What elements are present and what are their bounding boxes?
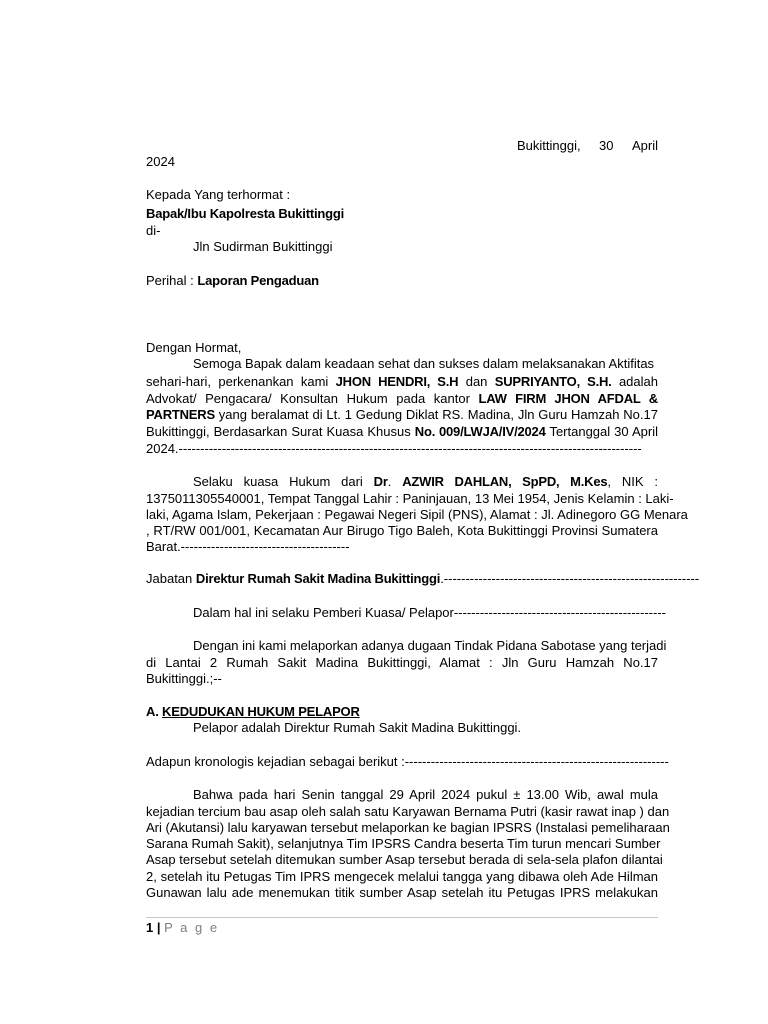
footer-divider: [146, 917, 658, 918]
page-number: 1: [146, 920, 154, 935]
para3-line2: di Lantai 2 Rumah Sakit Madina Bukittinggi, Alamat : Jln Guru Hamzah No.17: [146, 655, 658, 670]
para1-line5: Bukittinggi, Berdasarkan Surat Kuasa Khusus No. 009/LWJA/IV/2024 Tertanggal 30 April: [146, 424, 658, 439]
salutation: Dengan Hormat,: [146, 340, 242, 355]
para1-line6: 2024.-----------------------------------------------------------------------------------------------------------: [146, 441, 642, 456]
client-title: Dr: [373, 474, 388, 489]
subject-label: Perihal :: [146, 273, 194, 288]
section-a-title: KEDUDUKAN HUKUM PELAPOR: [162, 704, 360, 719]
para2-line5: Barat.---------------------------------------: [146, 539, 350, 554]
date-city: Bukittinggi,: [517, 138, 581, 153]
para3-line3: Bukittinggi.;--: [146, 671, 222, 686]
para2-line1: Selaku kuasa Hukum dari Dr. AZWIR DAHLAN, SpPD, M.Kes, NIK :: [193, 474, 658, 489]
recipient-address: Jln Sudirman Bukittinggi: [193, 239, 333, 254]
law-firm-partners: PARTNERS: [146, 407, 215, 422]
date-year: 2024: [146, 154, 175, 169]
subject-value: Laporan Pengaduan: [197, 273, 319, 288]
para4-line1: Bahwa pada hari Senin tanggal 29 April 2024 pukul ± 13.00 Wib, awal mula: [193, 787, 658, 802]
para1-line1: Semoga Bapak dalam keadaan sehat dan sukses dalam melaksanakan Aktifitas: [193, 356, 655, 371]
kronologi-line: Adapun kronologis kejadian sebagai berikut :-------------------------------------------------------------: [146, 754, 669, 769]
date-month: April: [631, 138, 658, 153]
letter-date: [517, 138, 658, 153]
law-firm-name: LAW FIRM JHON AFDAL &: [478, 391, 658, 406]
page-footer: [146, 919, 219, 937]
power-of-attorney-number: No. 009/LWJA/IV/2024: [414, 424, 546, 439]
jabatan-label: Jabatan: [146, 571, 193, 586]
jabatan-line: Jabatan Direktur Rumah Sakit Madina Bukittinggi.-----------------------------------------------------------: [146, 571, 700, 586]
section-a-body: Pelapor adalah Direktur Rumah Sakit Madina Bukittinggi.: [193, 720, 522, 735]
subject-line: [146, 272, 658, 290]
para3-line1: Dengan ini kami melaporkan adanya dugaan Tindak Pidana Sabotase yang terjadi: [193, 638, 667, 653]
page-label: P a g e: [164, 920, 220, 935]
recipient-di: di-: [146, 223, 161, 238]
page-separator: |: [156, 920, 161, 935]
para4-line6: 2, setelah itu Petugas Tim IPRS mengecek melalui tangga yang dibawa oleh Ade Hilman: [146, 869, 658, 884]
para4-line5: Asap tersebut setelah ditemukan sumber Asap tersebut berada di sela-sela plafon dilantai: [146, 852, 663, 867]
recipient-greeting: Kepada Yang terhormat :: [146, 187, 291, 202]
para4-line7: Gunawan lalu ade menemukan titik sumber Asap setelah itu Petugas IPRS melakukan: [146, 885, 658, 900]
date-day: 30: [599, 138, 614, 153]
lawyer-name-2: SUPRIYANTO, S.H.: [494, 374, 612, 389]
client-name: AZWIR DAHLAN, SpPD, M.Kes: [402, 474, 608, 489]
para4-line3: Ari (Akutansi) lalu karyawan tersebut melaporkan ke bagian IPSRS (Instalasi pemeliharaan: [146, 820, 670, 835]
para1-line2: sehari-hari, perkenankan kami JHON HENDRI, S.H dan SUPRIYANTO, S.H. adalah: [146, 374, 658, 389]
jabatan-value: Direktur Rumah Sakit Madina Bukittinggi: [195, 571, 441, 586]
para2-line4: , RT/RW 001/001, Kecamatan Aur Birugo Tigo Baleh, Kota Bukittinggi Provinsi Sumatera: [146, 523, 658, 538]
kuasa-line: Dalam hal ini selaku Pemberi Kuasa/ Pelapor-------------------------------------------------: [193, 605, 666, 620]
para4-line4: Sarana Rumah Sakit), selanjutnya Tim IPSRS Candra beserta Tim turun mencari Sumber: [146, 836, 661, 851]
lawyer-name-1: JHON HENDRI, S.H: [335, 374, 459, 389]
para1-line3: Advokat/ Pengacara/ Konsultan Hukum pada kantor LAW FIRM JHON AFDAL &: [146, 391, 658, 406]
recipient-name: Bapak/Ibu Kapolresta Bukittinggi: [146, 206, 345, 221]
para2-line3: laki, Agama Islam, Pekerjaan : Pegawai Negeri Sipil (PNS), Alamat : Jl. Adinegoro GG Menara: [146, 507, 688, 522]
para4-line2: kejadian tercium bau asap oleh salah satu Karyawan Bernama Putri (kasir rawat inap ) dan: [146, 804, 670, 819]
section-a-letter: A.: [146, 704, 159, 719]
para2-line2: 1375011305540001, Tempat Tanggal Lahir : Paninjauan, 13 Mei 1954, Jenis Kelamin : Laki-: [146, 491, 674, 506]
para1-line4: PARTNERS yang beralamat di Lt. 1 Gedung Diklat RS. Madina, Jln Guru Hamzah No.17: [146, 407, 658, 422]
